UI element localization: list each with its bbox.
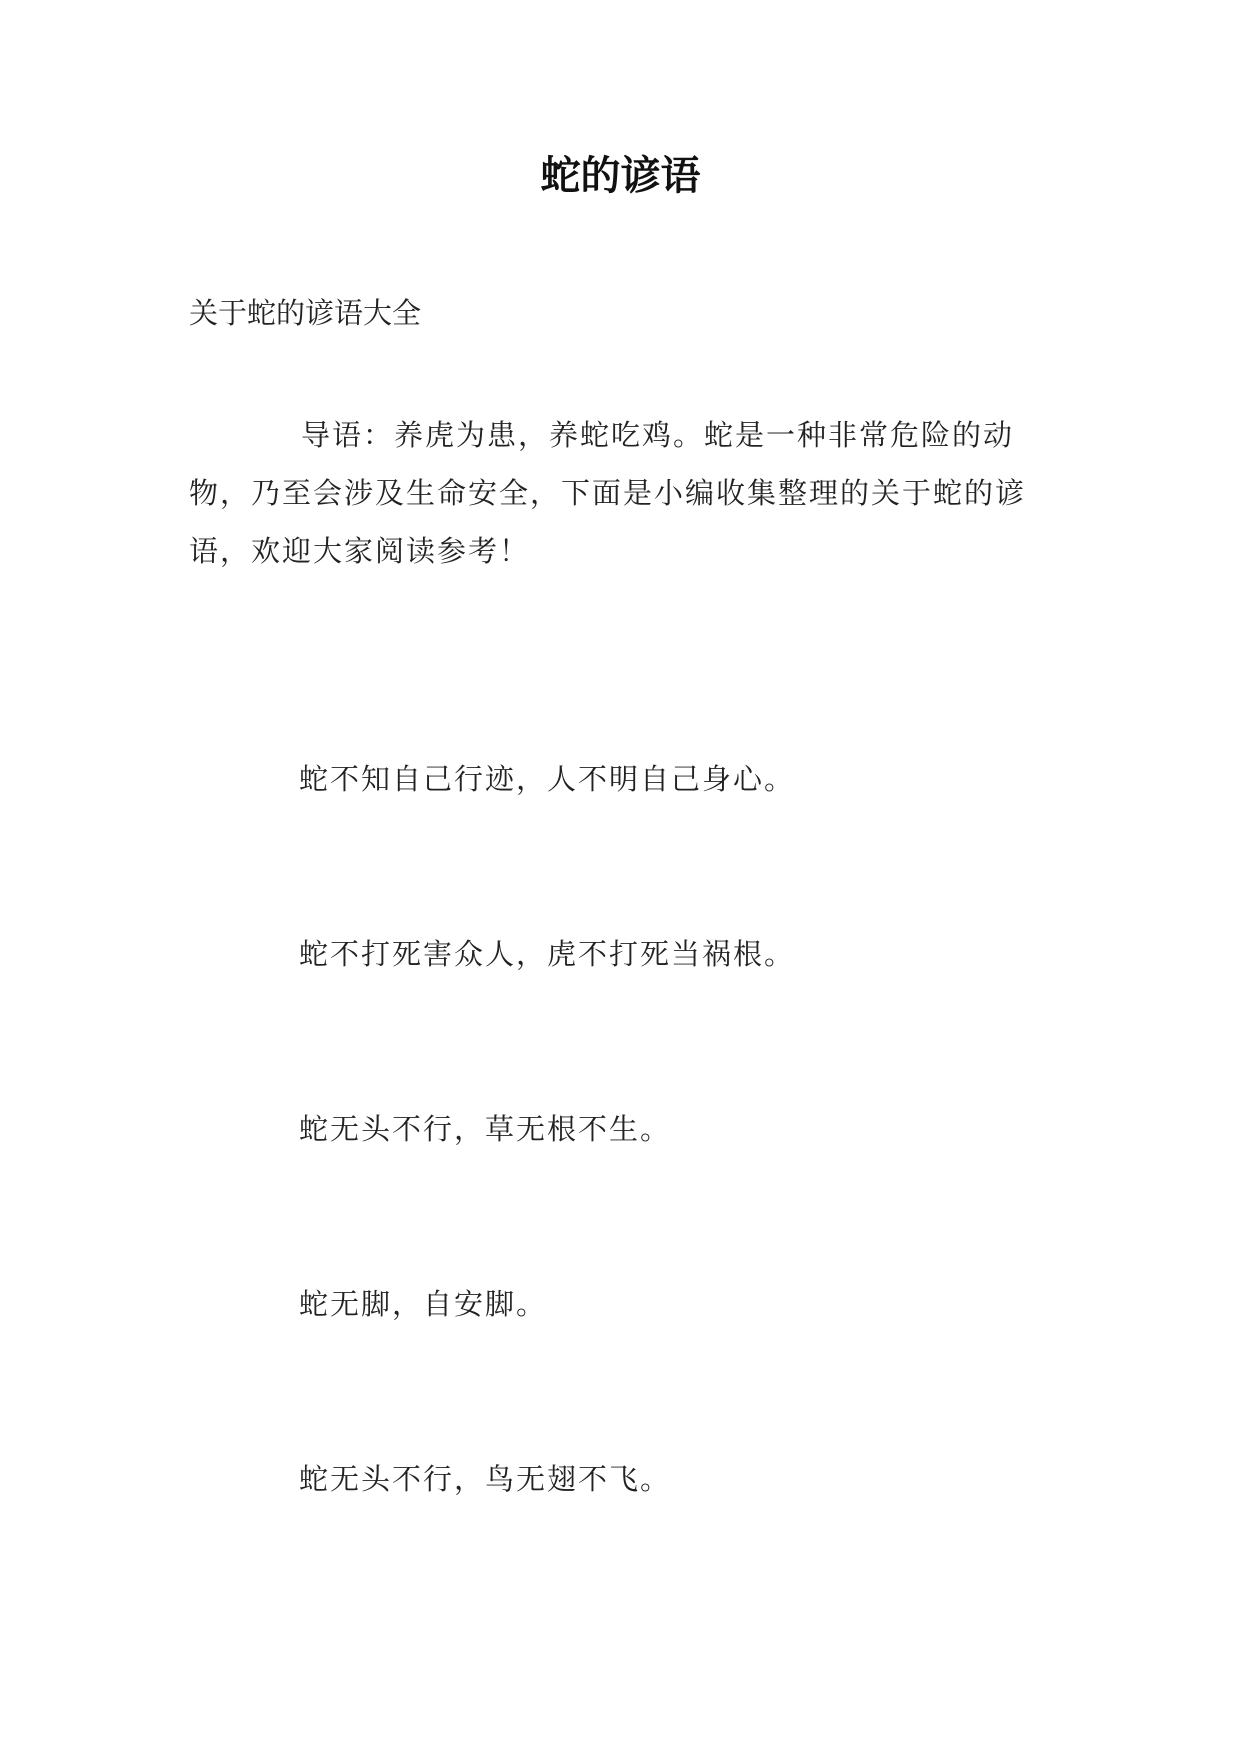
document-title: 蛇的谚语 xyxy=(540,152,701,199)
document-subtitle: 关于蛇的谚语大全 xyxy=(189,296,422,330)
proverb-line: 蛇无头不行，草无根不生。 xyxy=(299,1112,672,1146)
proverb-line: 蛇不知自己行迹，人不明自己身心。 xyxy=(299,762,796,796)
intro-paragraph: 导语：养虎为患，养蛇吃鸡。蛇是一种非常危险的动物，乃至会涉及生命安全，下面是小编收集整理的关于蛇的谚语，欢迎大家阅读参考！ xyxy=(189,418,1027,568)
proverb-line: 蛇无头不行，鸟无翅不飞。 xyxy=(299,1462,672,1496)
proverb-line: 蛇无脚，自安脚。 xyxy=(299,1287,548,1321)
proverb-line: 蛇不打死害众人，虎不打死当祸根。 xyxy=(299,937,796,971)
